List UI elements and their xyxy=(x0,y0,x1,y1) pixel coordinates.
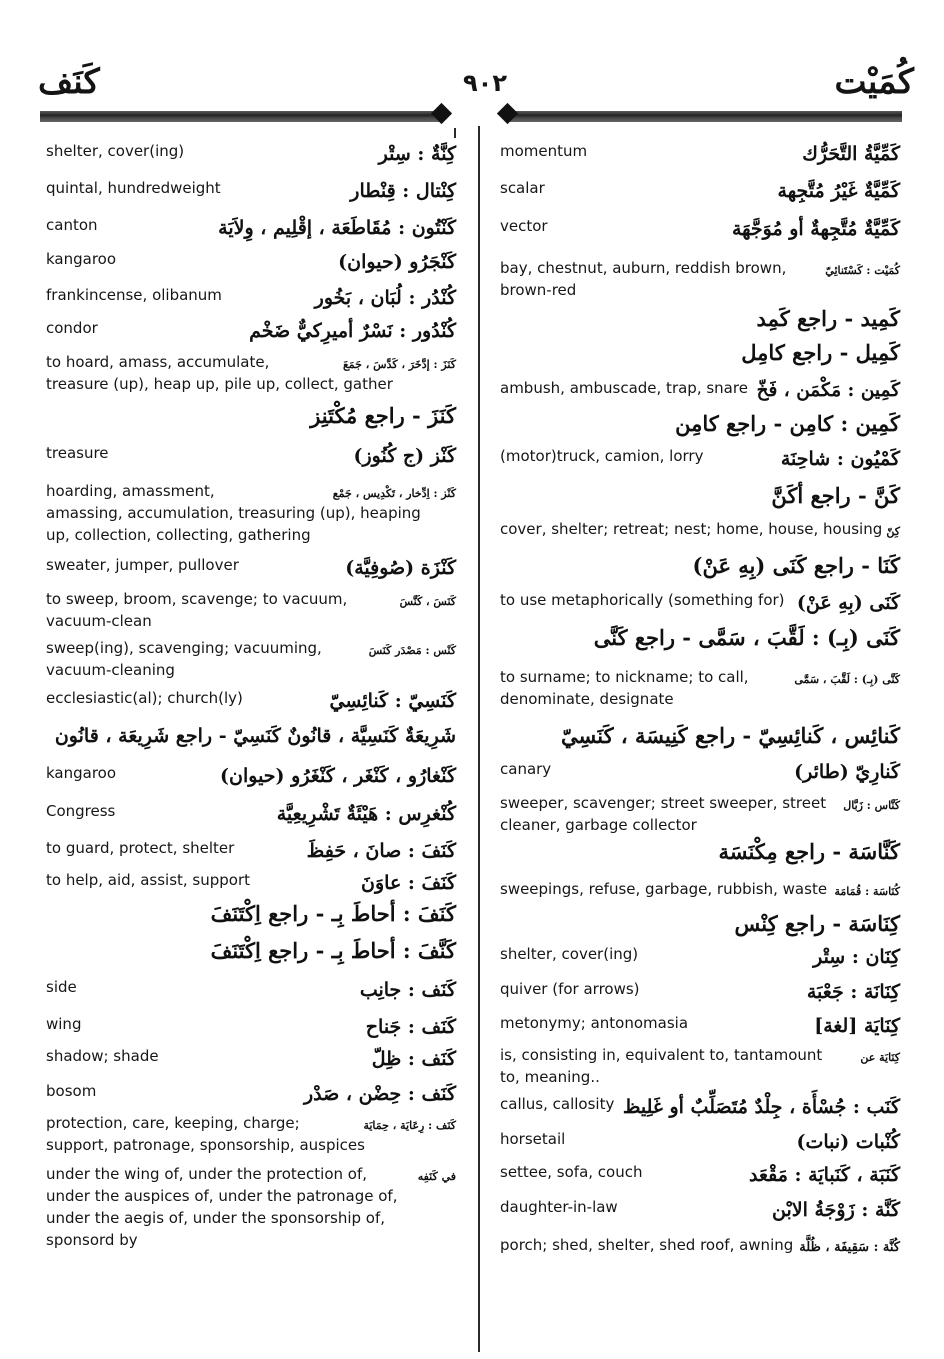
entry-english-line: side xyxy=(46,978,77,996)
entry-english-line: sweater, jumper, pullover xyxy=(46,556,239,574)
entry-english-line: to use metaphorically (something for) xyxy=(500,591,785,609)
entry-english-line: momentum xyxy=(500,142,588,160)
entry-english-line: sweepings, refuse, garbage, rubbish, waste xyxy=(500,880,828,898)
entry-english xyxy=(46,1080,96,1102)
entry-english-line: is, consisting in, equivalent to, tantamount xyxy=(500,1046,823,1064)
entry-english-line: shelter, cover(ing) xyxy=(46,142,185,160)
entry-arabic: كَنَف : جَناح xyxy=(365,1016,456,1038)
entry-english-line: frankincense, olibanum xyxy=(46,286,222,304)
entry-english xyxy=(46,869,250,891)
entry-english-line: sponsord by xyxy=(46,1231,138,1249)
entry-arabic: كَمِيل - راجع كامِل xyxy=(741,340,900,365)
entry-arabic: كِنَّةٌ : سِتْر xyxy=(378,143,456,165)
entry-arabic: كَنَفَ : صانَ ، حَفِظَ xyxy=(306,840,456,862)
entry-english xyxy=(500,1093,614,1115)
entry-arabic: كَنْجَرُو (حيوان) xyxy=(338,251,456,273)
entry-english-line: cover, shelter; retreat; nest; home, house, housing xyxy=(500,520,883,538)
entry-arabic: كَنَّة : زَوْجَةُ الابْن xyxy=(772,1199,900,1221)
entry-arabic: كَنَسِيّ : كَنائِسِيّ xyxy=(329,690,456,712)
entry-english-line: shadow; shade xyxy=(46,1047,159,1065)
entry-arabic: كَنَسَ ، كَنَّسَ xyxy=(399,595,456,608)
entry-english-line: quiver (for arrows) xyxy=(500,980,640,998)
entry-english xyxy=(500,1234,793,1256)
entry-english-line: metonymy; antonomasia xyxy=(500,1014,689,1032)
entry-english xyxy=(46,1013,81,1035)
entry-arabic: كُنْغرِس : هَيْئَةٌ تَشْرِيعِيَّة xyxy=(276,803,456,825)
entry-arabic: كِنَانَة : جَعْبَة xyxy=(806,981,900,1003)
entry-english-line: callus, callosity xyxy=(500,1095,615,1113)
header-left-word: كَنَف xyxy=(38,62,100,102)
entry-english xyxy=(500,140,587,162)
entry-arabic: كَنَّى (بِـ) : لَقَّبَ ، سَمَّى xyxy=(794,673,900,686)
entry-arabic: كَمِين : مَكْمَن ، فَخّ xyxy=(756,380,900,401)
entry-english-line: sweeper, scavenger; street sweeper, street xyxy=(500,794,827,812)
entry-english-line: vacuum-clean xyxy=(46,612,152,630)
entry-english-line: to sweep, broom, scavenge; to vacuum, xyxy=(46,590,348,608)
entry-english-line: canton xyxy=(46,216,98,234)
entry-english-line: Congress xyxy=(46,802,116,820)
entry-english xyxy=(500,943,638,965)
entry-english xyxy=(500,445,703,467)
entry-english-line: to surname; to nickname; to call, xyxy=(500,668,749,686)
entry-english-line: horsetail xyxy=(500,1130,566,1148)
entry-english xyxy=(500,1196,618,1218)
entry-arabic: كَمْيُون : شاحِنَة xyxy=(780,448,900,470)
entry-arabic: كِنَايَة [لغة] xyxy=(814,1015,900,1037)
entry-arabic: كُنْبات (نبات) xyxy=(796,1131,900,1153)
entry-english-line: condor xyxy=(46,319,98,337)
entry-english xyxy=(500,215,548,237)
entry-arabic: كَنْس : مَصْدَر كَنَسَ xyxy=(368,644,456,657)
entry-english-line: under the wing of, under the protection of, xyxy=(46,1165,368,1183)
entry-english-line: scalar xyxy=(500,179,545,197)
entry-arabic: كَنَفَ : أحاطَ بِـ - راجع اِكْتَنَفَ xyxy=(210,901,456,926)
entry-english-line: daughter-in-law xyxy=(500,1198,618,1216)
entry-english-line: quintal, hundredweight xyxy=(46,179,221,197)
entry-english xyxy=(500,377,748,399)
entry-english xyxy=(500,1161,643,1183)
column-divider xyxy=(478,126,480,1352)
entry-arabic: كُنَاسَة : قُمَامَة xyxy=(834,885,900,898)
entry-english xyxy=(500,758,551,780)
entry-english-line: under the aegis of, under the sponsorship of, xyxy=(46,1209,386,1227)
entry-english-line: cleaner, garbage collector xyxy=(500,816,697,834)
entry-arabic: في كَنَفِه xyxy=(417,1170,456,1183)
entry-arabic: كَمِين : كامِن - راجع كامِن xyxy=(675,411,900,436)
header-rule-right xyxy=(510,111,902,122)
entry-arabic: كُنْدُر : لُبَان ، بَخُور xyxy=(314,287,456,309)
entry-arabic: كِنّ xyxy=(886,525,900,538)
entry-arabic: كَنْتُون : مُقَاطَعَة ، إقْلِيم ، وِلاَيَة xyxy=(218,217,456,239)
entry-english-line: ecclesiastic(al); church(ly) xyxy=(46,689,243,707)
entry-english xyxy=(46,554,239,576)
entry-arabic: كَنَزَ : إدَّخَرَ ، كَدَّسَ ، جَمَعَ xyxy=(342,358,456,371)
entry-english-line: under the auspices of, under the patronage of, xyxy=(46,1187,398,1205)
entry-english xyxy=(500,792,900,836)
entry-english-line: denominate, designate xyxy=(500,690,674,708)
entry-arabic: كَنْز : اِدِّخار ، تَكْدِيس ، جَمْع xyxy=(332,487,456,500)
entry-english-line: kangaroo xyxy=(46,250,117,268)
entry-arabic: كَنَى (بِهِ عَنْ) xyxy=(796,592,900,614)
entry-arabic: شَرِيعَةٌ كَنَسِيَّة ، قانُونٌ كَنَسِيّ - راجع شَرِيعَة ، قانُون xyxy=(54,725,456,747)
column-divider-tick xyxy=(454,128,456,138)
entry-arabic: كَمِّيَّةُ التَّحَرُّك xyxy=(802,143,900,165)
entry-english xyxy=(46,1045,159,1067)
header-right-word: كُمَيْت xyxy=(834,62,914,102)
entry-english xyxy=(46,317,98,339)
entry-english xyxy=(46,762,116,784)
entry-arabic: كُنَّة : سَقِيفَة ، ظُلَّة xyxy=(799,1240,900,1255)
entry-arabic: كَنْز (ج كُنُوز) xyxy=(353,445,456,467)
entry-english-line: hoarding, amassment, xyxy=(46,482,215,500)
entry-english xyxy=(500,1128,565,1150)
entry-english-line: canary xyxy=(500,760,552,778)
entry-arabic: كُمَيْت : كَسْتَنائِيّ xyxy=(825,264,900,277)
entry-english-line: shelter, cover(ing) xyxy=(500,945,639,963)
entry-english xyxy=(46,442,109,464)
entry-english xyxy=(46,976,77,998)
entry-english xyxy=(500,177,545,199)
entry-english xyxy=(46,800,115,822)
entry-arabic: كِنَايَة عن xyxy=(860,1051,900,1064)
entry-arabic: كَنَف : رِعَايَة ، حِمَايَة xyxy=(363,1119,456,1132)
entry-english-line: vacuum-cleaning xyxy=(46,661,175,679)
entry-english xyxy=(46,837,234,859)
entry-arabic: كَنَّاسَة - راجع مِكْنَسَة xyxy=(718,839,900,864)
entry-english xyxy=(46,140,184,162)
entry-english xyxy=(46,177,221,199)
entry-english xyxy=(46,1163,456,1251)
entry-arabic: كَنْزَة (صُوفِيَّة) xyxy=(345,557,456,579)
entry-english xyxy=(46,214,98,236)
entry-arabic: كَنائِس ، كَنائِسِيّ - راجع كَنِيسَة ، كَنَسِيّ xyxy=(561,723,900,748)
entry-arabic: كَمِيد - راجع كَمِد xyxy=(756,306,900,331)
entry-english-line: bay, chestnut, auburn, reddish brown, xyxy=(500,259,787,277)
entry-arabic: كَمِّيَّةٌ مُتَّجِهةٌ أو مُوَجَّهَة xyxy=(731,218,900,240)
entry-arabic: كَنَفَ : عاوَنَ xyxy=(361,872,456,894)
entry-english xyxy=(46,248,116,270)
entry-english-line: to, meaning.. xyxy=(500,1068,600,1086)
entry-arabic: كَنَا - راجع كَنَى (بِهِ عَنْ) xyxy=(692,553,900,578)
entry-english-line: treasure (up), heap up, pile up, collect, gather xyxy=(46,375,393,393)
entry-arabic: كَنَف : جانِب xyxy=(359,979,456,1001)
entry-arabic: كَنَّاس : زَبَّال xyxy=(843,799,900,812)
entry-english-line: to guard, protect, shelter xyxy=(46,839,235,857)
entry-english xyxy=(500,878,827,900)
entry-english xyxy=(500,589,785,611)
entry-english-line: porch; shed, shelter, shed roof, awning xyxy=(500,1236,794,1254)
entry-english xyxy=(500,978,640,1000)
entry-english-line: settee, sofa, couch xyxy=(500,1163,643,1181)
entry-arabic: كَنَّ - راجع أكَنَّ xyxy=(771,483,900,508)
entry-arabic: كَمِّيَّةٌ غَيْرُ مُتَّجِهة xyxy=(777,180,900,202)
entry-english-line: kangaroo xyxy=(46,764,117,782)
header-rule-left xyxy=(40,111,440,122)
entry-arabic: كَنَب : جُسْأَة ، جِلْدٌ مُتَصَلِّبٌ أو غَلِيظ xyxy=(622,1096,900,1118)
entry-english-line: bosom xyxy=(46,1082,97,1100)
entry-english-line: brown-red xyxy=(500,281,577,299)
entry-english-line: to hoard, amass, accumulate, xyxy=(46,353,270,371)
entry-arabic: كِنَان : سِتْر xyxy=(813,946,900,968)
entry-english-line: up, collection, collecting, gathering xyxy=(46,526,311,544)
entry-english xyxy=(500,1044,900,1088)
entry-english-line: to help, aid, assist, support xyxy=(46,871,251,889)
page-number: ٩٠٢ xyxy=(463,69,507,97)
entry-english xyxy=(500,1012,688,1034)
entry-arabic: كَنَى (بِـ) : لَقَّبَ ، سَمَّى - راجع كَنَّى xyxy=(593,625,900,650)
entry-english-line: support, patronage, sponsorship, auspices xyxy=(46,1136,365,1154)
entry-arabic: كَنَبَة ، كَنَبايَة : مَقْعَد xyxy=(748,1164,900,1186)
entry-arabic: كَنَزَ - راجع مُكْتَنِز xyxy=(310,403,456,428)
entry-english-line: vector xyxy=(500,217,548,235)
entry-arabic: كُنْدُور : نَسْرٌ أميرِكيٌّ ضَخْم xyxy=(249,320,456,342)
entry-arabic: كِنَاسَة - راجع كِنْس xyxy=(734,911,900,936)
entry-arabic: كِنْتال : قِنْطار xyxy=(350,180,456,202)
entry-english xyxy=(46,284,222,306)
entry-english-line: (motor)truck, camion, lorry xyxy=(500,447,704,465)
entry-arabic: كَنارِيّ (طائر) xyxy=(794,761,900,783)
entry-english-line: protection, care, keeping, charge; xyxy=(46,1114,300,1132)
entry-english-line: sweep(ing), scavenging; vacuuming, xyxy=(46,639,322,657)
entry-arabic: كَنْغارُو ، كَنْغَر ، كَنْغَرُو (حيوان) xyxy=(220,765,456,787)
entry-english-line: treasure xyxy=(46,444,109,462)
entry-arabic: كَنَّفَ : أحاطَ بِـ - راجع اِكْتَنَفَ xyxy=(210,938,456,963)
entry-english xyxy=(46,588,456,632)
entry-english-line: amassing, accumulation, treasuring (up), heaping xyxy=(46,504,421,522)
entry-arabic: كَنَف : حِضْن ، صَدْر xyxy=(303,1083,456,1105)
entry-arabic: كَنَف : ظِلّ xyxy=(371,1048,456,1070)
entry-english-line: wing xyxy=(46,1015,82,1033)
entry-english xyxy=(46,687,243,709)
entry-english xyxy=(500,518,882,540)
entry-english-line: ambush, ambuscade, trap, snare xyxy=(500,379,748,397)
